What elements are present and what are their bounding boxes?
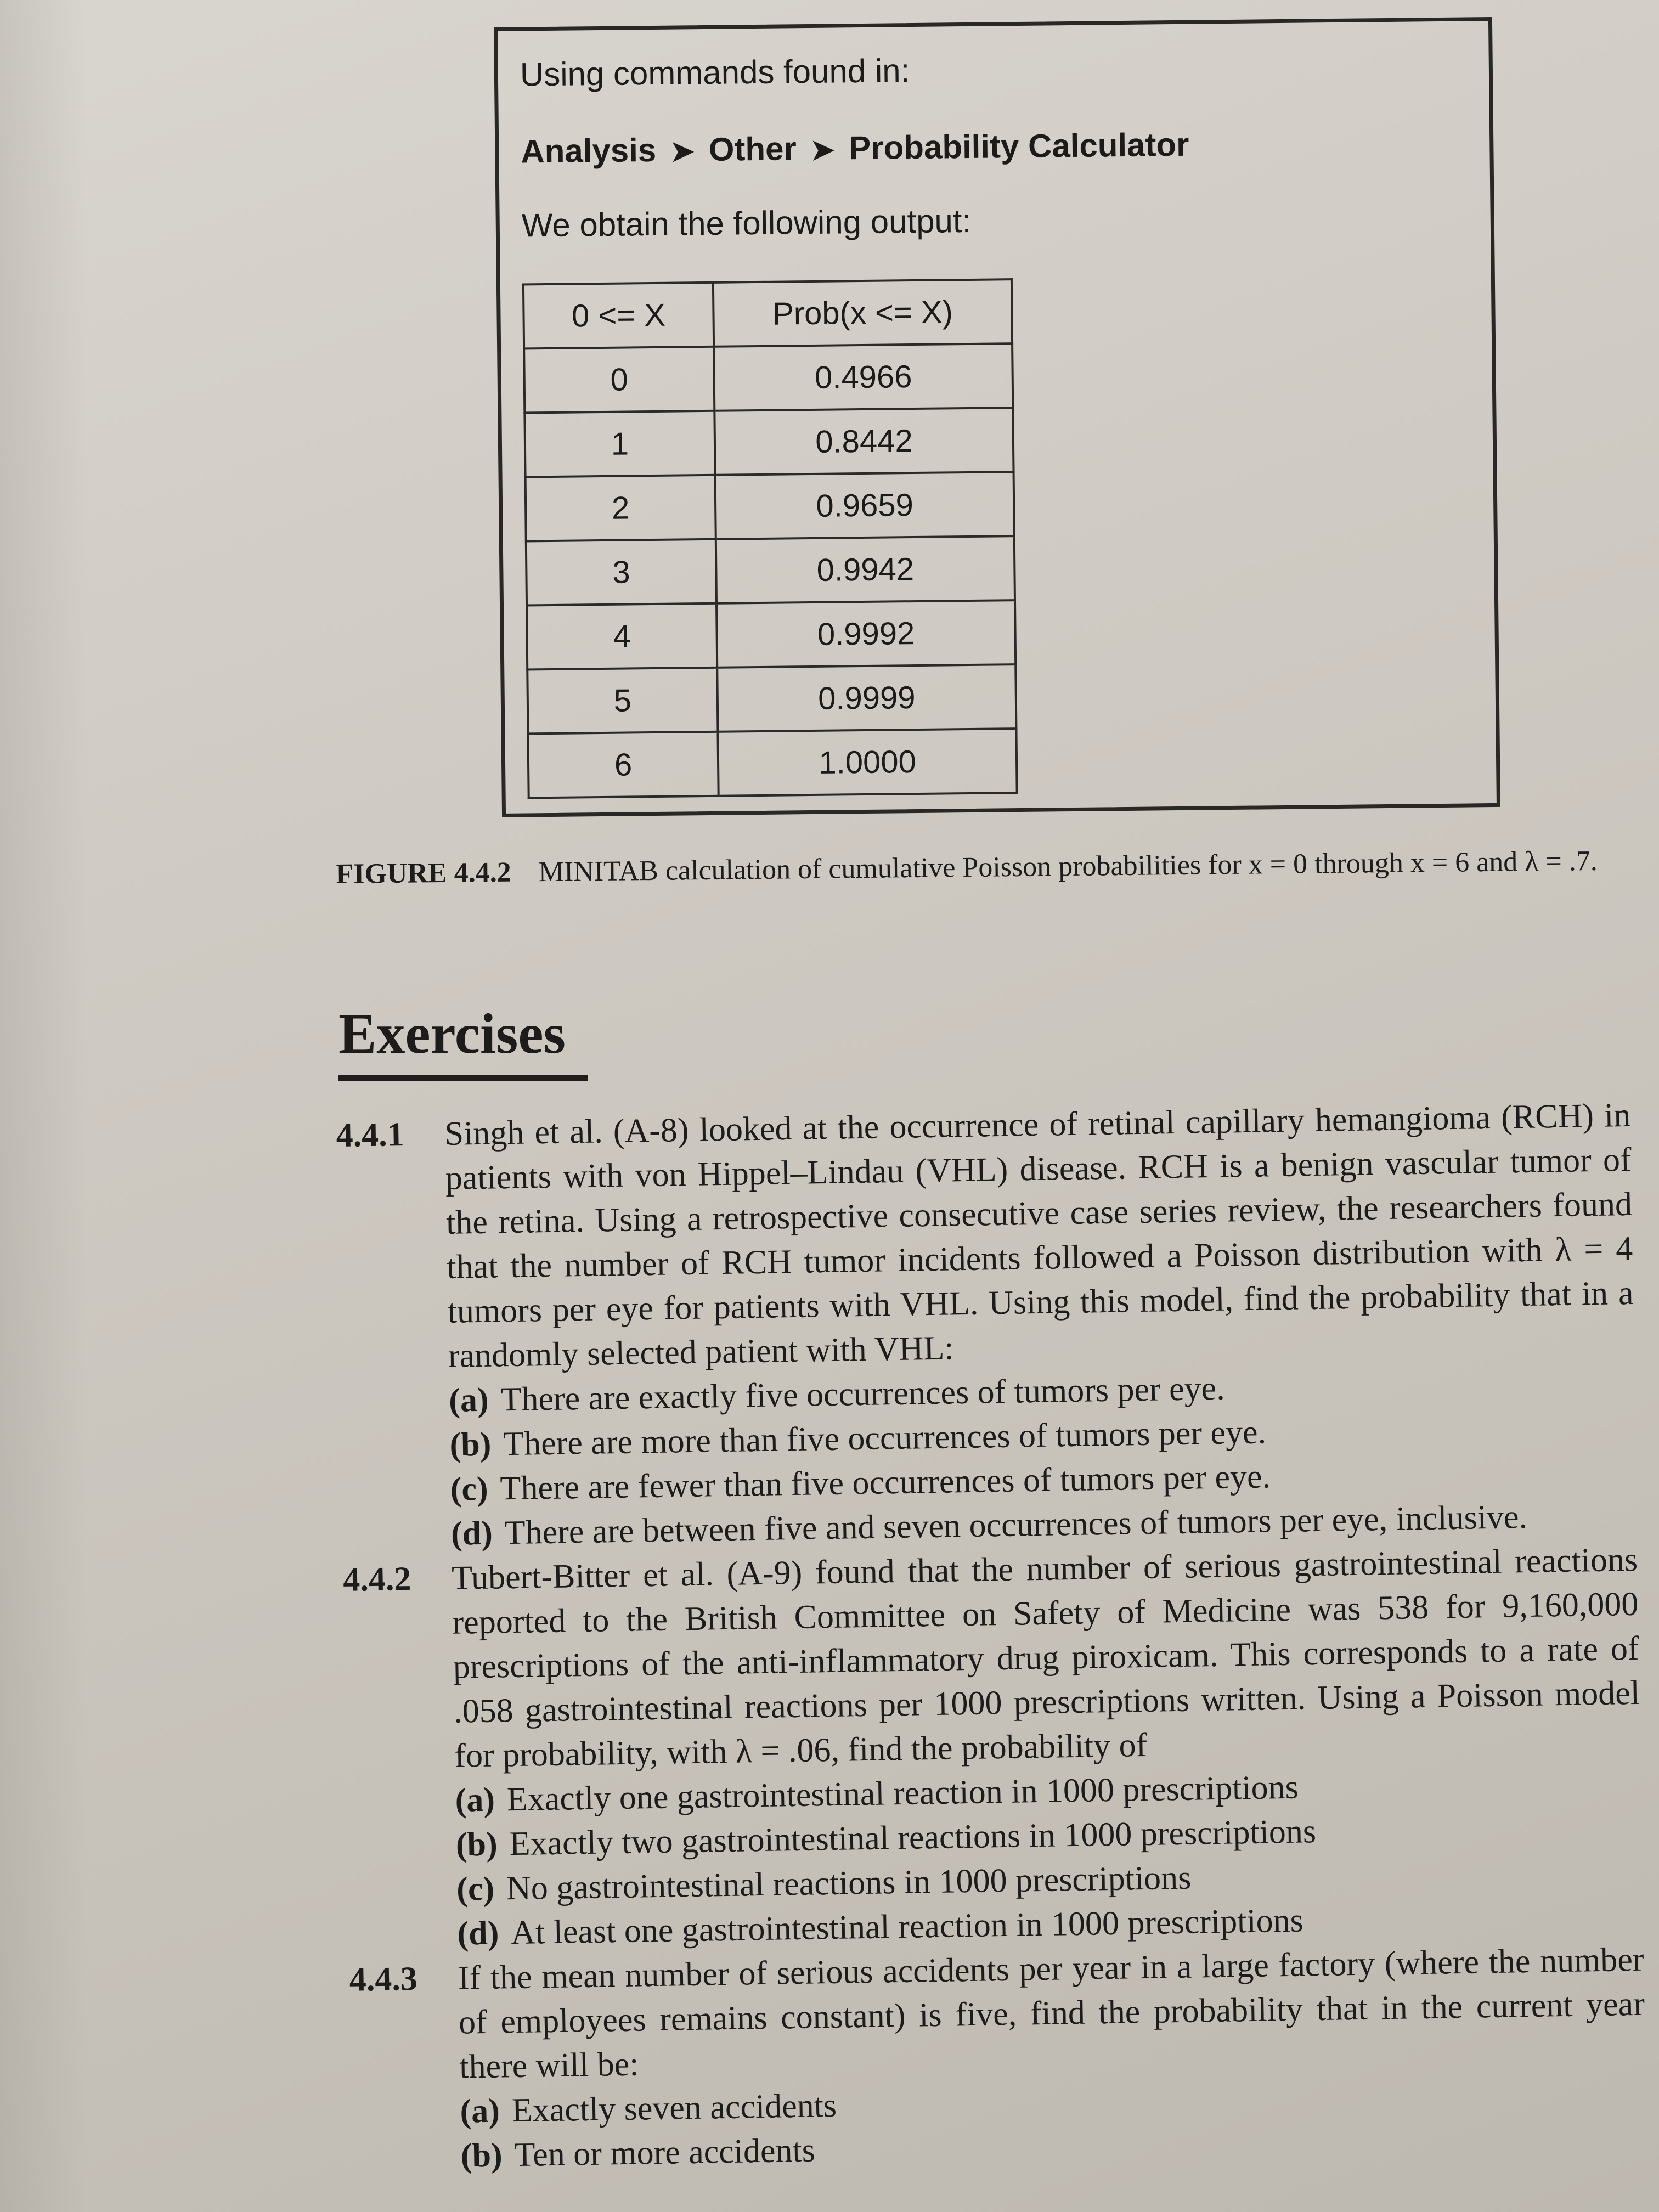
probability-table [522,278,1018,799]
part-text: Exactly one gastrointestinal reaction in 1000 prescriptions [506,1768,1299,1819]
table-row [528,729,1017,798]
part-text: Exactly seven accidents [511,2086,837,2130]
exercise-list [336,1093,1647,2180]
table-row [526,536,1015,605]
exercise-text: Tubert-Bitter et al. (A-9) found that the number of serious gastrointestinal reactions reported to the British Committee on Safety of Medicine was 538 for 9,160,000 prescriptions of the anti-inflammatory drug piroxicam. This corresponds to a rate of .058 gastrointestinal reactions per 1000 prescriptions written. Using a Poisson model for probability, with λ = .06, find the probability of [451,1541,1640,1775]
part-label: (b) [460,2136,503,2175]
figure-caption-text: MINITAB calculation of cumulative Poisson probabilities for x = 0 through x = 6 and λ = .7. [538,845,1598,888]
part-text: No gastrointestinal reactions in 1000 prescriptions [506,1859,1192,1908]
part-label: (b) [449,1425,492,1464]
part-text: There are more than five occurrences of tumors per eye. [503,1413,1267,1463]
menu-path [521,126,1189,171]
part-text: There are fewer than five occurrences of tumors per eye. [500,1458,1271,1508]
x-value-cell: 6 [528,732,718,798]
output-intro-line: We obtain the following output: [521,202,972,244]
x-value-cell: 2 [526,475,716,541]
part-label: (a) [460,2092,500,2130]
exercises-heading: Exercises [338,1002,566,1065]
part-label: (d) [456,1914,499,1953]
exercise-number: 4.4.2 [342,1560,411,1599]
table-row [524,408,1013,477]
part-label: (a) [455,1781,495,1819]
part-label: (c) [456,1870,495,1908]
x-value-cell: 1 [524,411,715,477]
part-label: (c) [450,1470,489,1508]
x-value-cell: 4 [527,603,717,670]
menu-path-item: Other [708,130,797,168]
chevron-right-icon: ➤ [810,134,835,166]
exercise-number: 4.4.1 [336,1116,405,1154]
probability-cell: 0.9942 [716,536,1015,603]
part-text: At least one gastrointestinal reaction in 1000 prescriptions [510,1901,1304,1952]
exercise-item [349,1938,1647,2180]
probability-cell: 0.4966 [714,343,1013,411]
chevron-right-icon: ➤ [670,136,695,168]
x-value-cell: 3 [526,539,716,606]
exercise-item [336,1093,1637,1558]
table-row [527,600,1015,669]
table-header-row [523,279,1012,348]
probability-cell: 1.0000 [718,729,1017,796]
part-text: Ten or more accidents [514,2131,816,2174]
table-row [527,664,1016,733]
exercise-number: 4.4.3 [349,1960,418,1999]
exercise-text: Singh et al. (A-8) looked at the occurrence of retinal capillary hemangioma (RCH) in patients with von Hippel–Lindau (VHL) disease. RCH is a benign vascular tumor of the retina. Using a retrospective consecutive case series review, the researchers found that the number of RCH tumor incidents followed a Poisson distribution with λ = 4 tumors per eye for patients with VHL. Using this model, find the probability that in a randomly selected patient with VHL: [444,1096,1634,1375]
figure-label: FIGURE 4.4.2 [336,856,511,890]
part-label: (b) [455,1825,498,1864]
exercise-text: If the mean number of serious accidents per year in a large factory (where the number of employees remains constant) is five, find the probability that in the current year there will be: [458,1940,1645,2086]
x-value-cell: 5 [527,668,718,734]
part-text: There are exactly five occurrences of tumors per eye. [500,1369,1226,1419]
part-text: There are between five and seven occurrences of tumors per eye, inclusive. [504,1498,1528,1552]
table-row [524,343,1013,413]
column-header: 0 <= X [523,283,714,349]
probability-cell: 0.9659 [715,472,1014,539]
column-header: Prob(x <= X) [713,279,1012,347]
part-label: (a) [448,1381,489,1419]
x-value-cell: 0 [524,347,714,413]
part-label: (d) [450,1514,493,1553]
instruction-line: Using commands found in: [520,52,910,93]
page-shadow [0,0,88,2212]
probability-cell: 0.9992 [716,600,1015,668]
table-row [526,472,1014,541]
menu-path-item: Probability Calculator [848,126,1189,167]
probability-cell: 0.9999 [717,664,1016,732]
figure-caption [336,837,1642,899]
menu-path-item: Analysis [521,131,657,170]
exercise-item [343,1538,1644,1958]
part-text: Exactly two gastrointestinal reactions in 1000 prescriptions [509,1813,1317,1863]
heading-rule [338,1075,588,1081]
probability-cell: 0.8442 [714,408,1013,475]
minitab-output-box [494,17,1500,817]
